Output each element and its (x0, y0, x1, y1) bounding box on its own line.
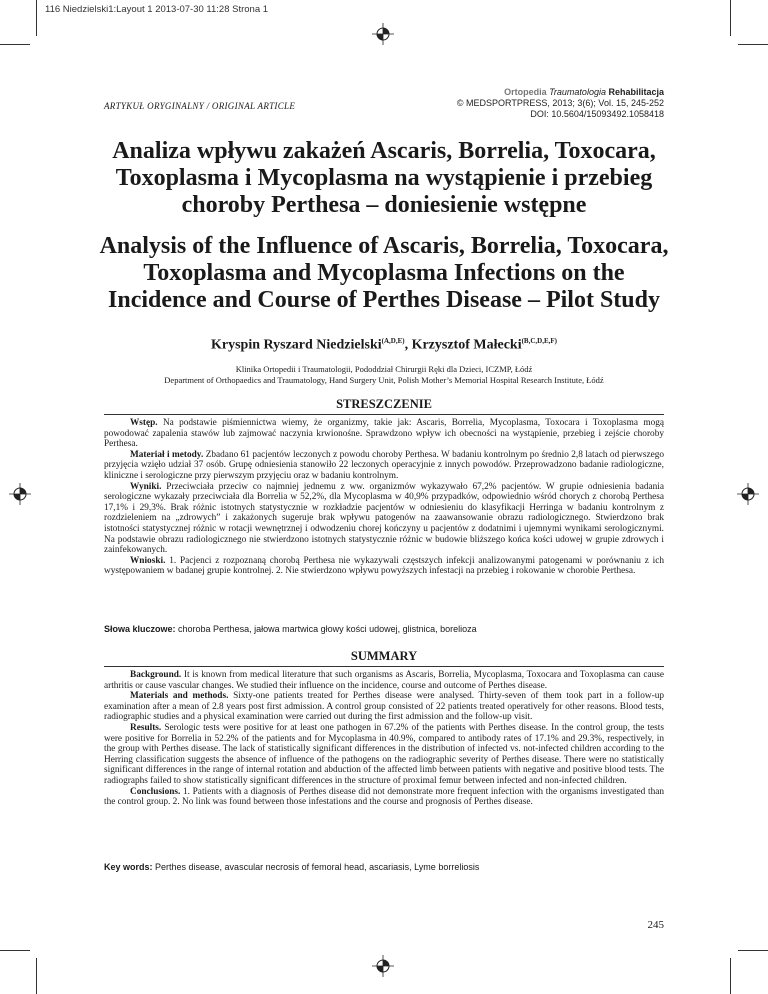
registration-mark-icon (372, 955, 394, 977)
journal-header (457, 87, 664, 120)
abstract-paragraph: Wyniki. Przeciwciała przeciw co najmniej jednemu z ww. organizmów wykazywało 67,2% pacjentów. W grupie odniesienia badania serologiczne wykazały przeciwciała dla Borrelia w 52,2%, dla Mycoplasma w 40,9% przypadków, odpowiednio wśród chorych z chorobą Perthesa 17,1% i 29,3%. Brak różnic istotnych statystycznie w rozkładzie pacjentów w odniesieniu do klasyfikacji Herringa w badaniu kontrolnym z rozdzieleniem na „zdrowych” i zakażonych sugeruje brak wpływu patogenów na zaawansowanie obrazu radiologicznego. Stwierdzono brak istotności statystycznej różnic w rotacji wewnętrznej i odwodzeniu chorej kończyny u pacjentów z dodatnimi i ujemnymi wynikami serologicznymi. Na podstawie obrazu radiologicznego nie stwierdzono istotnych statystycznie różnic w budowie bliższego końca kości udowej w grupie zdrowych i zainfekowanych. (104, 481, 664, 556)
crop-mark (0, 44, 30, 45)
affiliations (60, 364, 708, 386)
keywords-english: Key words: Perthes disease, avascular necrosis of femoral head, ascariasis, Lyme borreliosis (104, 862, 480, 872)
print-slug: 116 Niedzielski1:Layout 1 2013-07-30 11:28 Strona 1 (45, 4, 269, 15)
crop-mark (730, 958, 731, 994)
registration-mark-icon (737, 483, 759, 505)
abstract-paragraph: Results. Serologic tests were positive for at least one pathogen in 67.2% of the patients with Perthes disease. In the control group, the tests were positive for Borrelia in 52.2% of the patients and for Mycoplasma in 40.9%, compared to antibody rates of 17.1% and 29.3%, respectively, in the group with Perthes disease. The lack of statistically significant differences in the distribution of infected vs. not-infected children according to the Herring classification suggests the absence of influence of the pathogens on the radiographic severity of Perthes disease. There were no statistically significant differences in the range of internal rotation and abduction of the affected limb between patients with negative and positive blood tests. The radiographs failed to show statistically significant differences in the structure of proximal femur between infected and non-infected children. (104, 722, 664, 786)
crop-mark (36, 0, 37, 36)
abstract-paragraph: Materials and methods. Sixty-one patients treated for Perthes disease were analysed. Thirty-seven of them took part in a follow-up examination after a mean of 2.8 years post first admission. A control group consisted of 22 patients treated operatively for other reasons. Blood tests, radiographic studies and a physical examination were carried out during the first admission and the follow-up visit. (104, 691, 664, 723)
registration-mark-icon (9, 483, 31, 505)
keywords-polish: Słowa kluczowe: choroba Perthesa, jałowa martwica głowy kości udowej, glistnica, borelioza (104, 624, 477, 634)
affiliation-english: Department of Orthopaedics and Traumatology, Hand Surgery Unit, Polish Mother’s Memorial Hospital Research Institute, Łódź (164, 375, 604, 385)
abstract-paragraph: Materiał i metody. Zbadano 61 pacjentów leczonych z powodu choroby Perthesa. W badaniu kontrolnym po średnio 2,8 latach od pierwszego przyjęcia wzięło udział 37 osób. Grupę odniesienia stanowiło 22 leczonych operacyjnie z innych powodów. Przeprowadzono badanie radiologiczne, kliniczne i serologiczne przy pierwszym przyjęciu oraz w badaniu kontrolnym. (104, 449, 664, 481)
publisher-line: © MEDSPORTPRESS, 2013; 3(6); Vol. 15, 245-252 (456, 98, 664, 108)
journal-title: Ortopedia Traumatologia Rehabilitacja (504, 87, 664, 97)
crop-mark (36, 958, 37, 994)
doi-line: DOI: 10.5604/15093492.1058418 (530, 109, 664, 119)
abstract-paragraph: Wstęp. Na podstawie piśmiennictwa wiemy, że organizmy, takie jak: Ascaris, Borrelia, Mycoplasma, Toxocara i Toxoplasma mogą powodować zapalenia stawów lub zajmować naczynia krwionośne. Sprawdzono wpływ ich obecności na wystąpienie, przebieg i zejście choroby Perthesa. (104, 418, 664, 450)
abstract-paragraph: Conclusions. 1. Patients with a diagnosis of Perthes disease did not demonstrate more frequent infection with the organisms investigated than the control group. 2. No link was found between those infestations and the course and prognosis of Perthes disease. (104, 786, 664, 808)
section-divider (104, 666, 664, 667)
article-type: ARTYKUŁ ORYGINALNY / ORIGINAL ARTICLE (104, 101, 296, 111)
author-roles: (A,D,E) (381, 337, 405, 345)
abstract-english (104, 670, 664, 808)
crop-mark (730, 0, 731, 36)
streszczenie-heading: STRESZCZENIE (336, 397, 432, 411)
abstract-paragraph: Background. It is known from medical literature that such organisms as Ascaris, Borrelia, Mycoplasma, Toxocara and Toxoplasma can cause arthritis or cause vascular changes. We studied their influence on the incidence, course and outcome of Perthes disease. (104, 670, 664, 691)
author-name: Kryspin Ryszard Niedzielski (211, 337, 382, 353)
author-roles: (B,C,D,E,F) (521, 337, 557, 345)
abstract-polish (104, 418, 664, 577)
crop-mark (738, 950, 768, 951)
author-name: Krzysztof Małecki (411, 337, 522, 353)
title-polish: Analiza wpływu zakażeń Ascaris, Borrelia, Toxocara, Toxoplasma i Mycoplasma na wystąpienie i przebieg choroby Perthesa – doniesienie wstępne (112, 138, 656, 218)
page-number: 245 (647, 919, 664, 931)
registration-mark-icon (372, 23, 394, 45)
summary-heading: SUMMARY (350, 649, 418, 663)
affiliation-polish: Klinika Ortopedii i Traumatologii, Pododdział Chirurgii Ręki dla Dzieci, ICZMP, Łódź (235, 364, 533, 374)
crop-mark (0, 950, 30, 951)
abstract-paragraph: Wnioski. 1. Pacjenci z rozpoznaną chorobą Perthesa nie wykazywali częstszych infekcji analizowanymi patogenami w porównaniu z ich występowaniem w badanej grupie kontrolnej. 2. Nie stwierdzono wpływu powyższych infestacji na przebieg i rokowanie w chorobie Perthesa. (104, 555, 664, 577)
crop-mark (738, 44, 768, 45)
title-english: Analysis of the Influence of Ascaris, Borrelia, Toxocara, Toxoplasma and Mycoplasma Infections on the Incidence and Course of Perthes Disease – Pilot Study (99, 233, 669, 313)
authors: Kryspin Ryszard Niedzielski$^{(A,D,E)}$, Krzysztof Małecki$^{(B,C,D,E,F)}$ (211, 337, 557, 353)
section-divider (104, 414, 664, 415)
